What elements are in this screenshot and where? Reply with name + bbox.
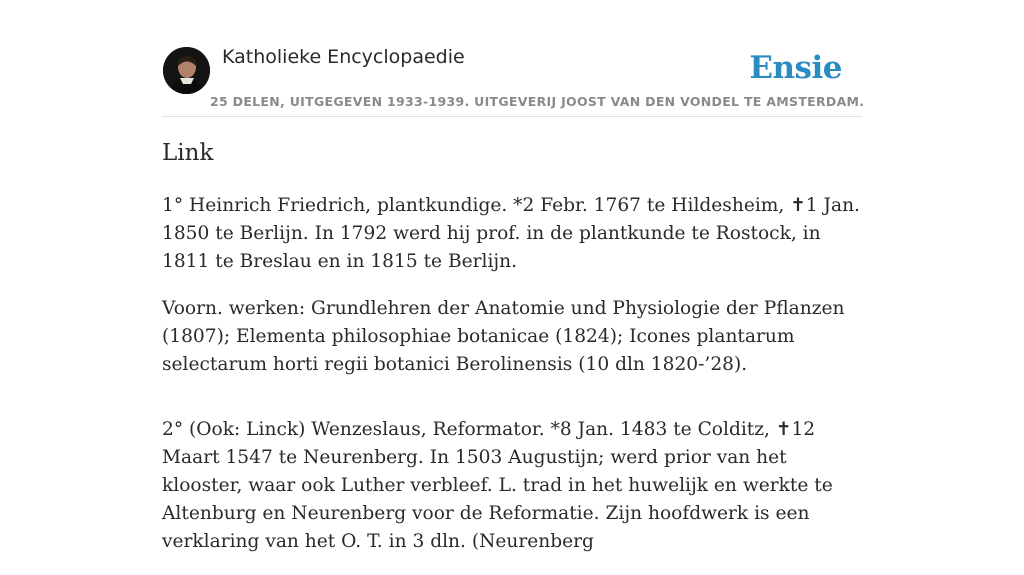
- page-container: [162, 0, 865, 552]
- article-paragraph: Voorn. werken: Grundlehren der Anatomie und Physiologie der Pflanzen (1807); Elementa philosophiae botanicae (1824); Icones plantarum selectarum horti regii botanici Berolinensis (10 dln 1820-’28).: [162, 298, 845, 375]
- publication-subtitle: 25 DELEN, UITGEGEVEN 1933-1939. UITGEVERIJ JOOST VAN DEN VONDEL TE AMSTERDAM.: [210, 94, 865, 109]
- article-paragraph: 1° Heinrich Friedrich, plantkundige. *2 Febr. 1767 te Hildesheim, ✝1 Jan. 1850 te Berlijn. In 1792 werd hij prof. in de plantkunde te Rostock, in 1811 te Breslau en in 1815 te Berlijn.: [162, 195, 860, 272]
- portrait-avatar-icon[interactable]: [163, 47, 210, 94]
- portrait-avatar-graphic: [163, 47, 210, 94]
- article-headword: Link: [162, 140, 214, 166]
- site-header: [162, 0, 865, 117]
- article-body: [162, 192, 862, 575]
- ensie-logo[interactable]: Ensie: [749, 50, 842, 86]
- article-paragraph: 2° (Ook: Linck) Wenzeslaus, Reformator. *8 Jan. 1483 te Colditz, ✝12 Maart 1547 te Neurenberg. In 1503 Augustijn; werd prior van het klooster, waar ook Luther verbleef. L. trad in het huwelijk en werkte te Altenburg en Neurenberg voor de Reformatie. Zijn hoofdwerk is een verklaring van het O. T. in 3 dln. (Neurenberg: [162, 419, 833, 552]
- publication-title[interactable]: Katholieke Encyclopaedie: [222, 46, 465, 68]
